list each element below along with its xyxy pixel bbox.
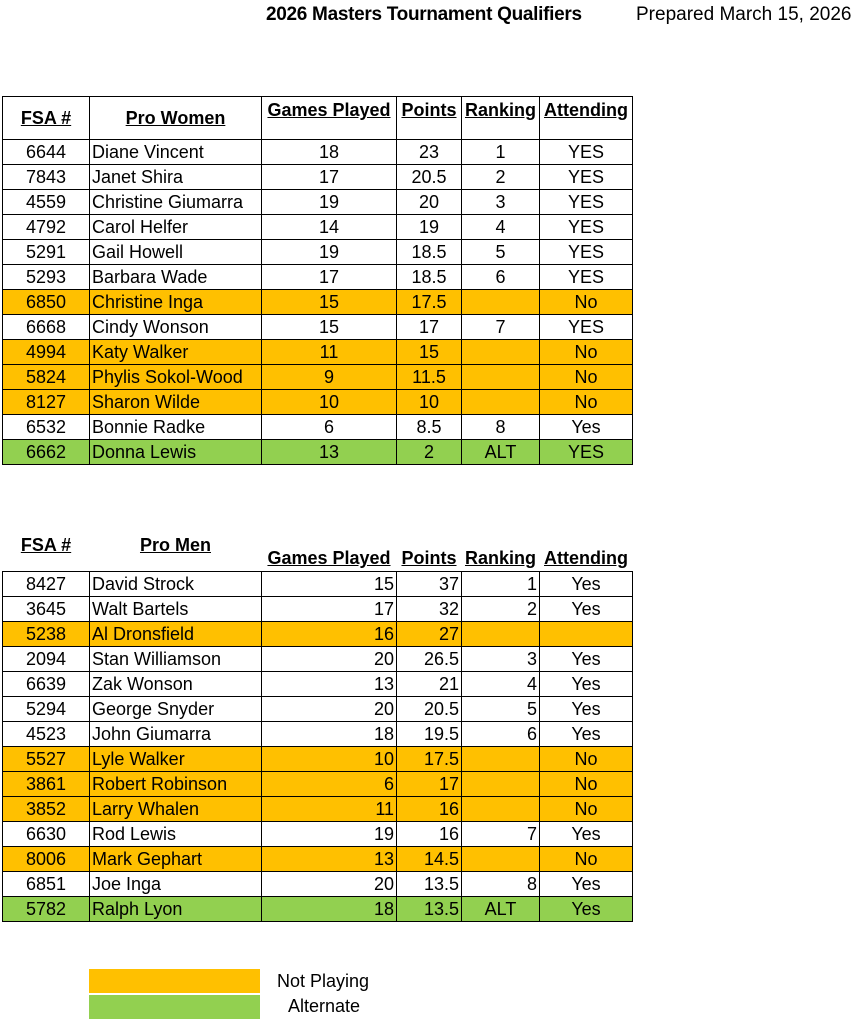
attending-cell: YES [540, 140, 633, 165]
fsa-cell: 3645 [3, 597, 90, 622]
attending-cell: Yes [540, 647, 633, 672]
name-cell: Christine Inga [90, 290, 262, 315]
attending-cell: YES [540, 240, 633, 265]
table-row [3, 797, 633, 822]
legend-alternate-label: Alternate [288, 996, 361, 1016]
table-row [3, 647, 633, 672]
games-played-cell: 13 [262, 440, 397, 465]
attending-cell: YES [540, 215, 633, 240]
games-played-cell: 15 [262, 290, 397, 315]
games-played-cell: 20 [262, 697, 397, 722]
table-row [3, 165, 633, 190]
fsa-cell: 5824 [3, 365, 90, 390]
name-cell: Barbara Wade [90, 265, 262, 290]
name-cell: Joe Inga [90, 872, 262, 897]
legend-not-playing-swatch [89, 969, 260, 993]
fsa-cell: 6851 [3, 872, 90, 897]
table-row [3, 622, 633, 647]
table-row [3, 365, 633, 390]
points-cell: 26.5 [397, 647, 462, 672]
attending-cell: Yes [540, 597, 633, 622]
header-ranking: Ranking [462, 97, 540, 140]
ranking-cell: 2 [462, 597, 540, 622]
attending-cell: No [540, 365, 633, 390]
fsa-cell: 4792 [3, 215, 90, 240]
legend-not-playing-label: Not Playing [277, 971, 370, 991]
name-cell: Zak Wonson [90, 672, 262, 697]
fsa-cell: 3852 [3, 797, 90, 822]
attending-cell: No [540, 390, 633, 415]
fsa-cell: 5291 [3, 240, 90, 265]
points-cell: 20 [397, 190, 462, 215]
ranking-cell: 8 [462, 415, 540, 440]
table-header-row [3, 519, 633, 572]
header-pro-women: Pro Women [90, 97, 262, 140]
ranking-cell: 7 [462, 315, 540, 340]
attending-cell: YES [540, 315, 633, 340]
attending-cell: YES [540, 165, 633, 190]
ranking-cell: 7 [462, 822, 540, 847]
header-fsa: FSA # [20, 535, 72, 555]
header-games-played: Games Played [267, 548, 391, 568]
name-cell: Lyle Walker [90, 747, 262, 772]
fsa-cell: 5238 [3, 622, 90, 647]
games-played-cell: 15 [262, 572, 397, 597]
fsa-cell: 6532 [3, 415, 90, 440]
table-row [3, 872, 633, 897]
header-pro-men: Pro Men [139, 535, 211, 555]
games-played-cell: 6 [262, 415, 397, 440]
points-cell: 32 [397, 597, 462, 622]
name-cell: Larry Whalen [90, 797, 262, 822]
table-row [3, 847, 633, 872]
table-header-row [3, 97, 633, 140]
fsa-cell: 4559 [3, 190, 90, 215]
fsa-cell: 3861 [3, 772, 90, 797]
games-played-cell: 6 [262, 772, 397, 797]
games-played-cell: 13 [262, 847, 397, 872]
table-row [3, 672, 633, 697]
attending-cell: YES [540, 440, 633, 465]
header-ranking: Ranking [464, 548, 536, 568]
header-games-played: Games Played [262, 97, 397, 140]
header-points: Points [397, 97, 462, 140]
fsa-cell: 4523 [3, 722, 90, 747]
attending-cell: No [540, 747, 633, 772]
games-played-cell: 18 [262, 140, 397, 165]
attending-cell: No [540, 290, 633, 315]
name-cell: Sharon Wilde [90, 390, 262, 415]
fsa-cell: 5527 [3, 747, 90, 772]
table-row [3, 697, 633, 722]
table-row [3, 215, 633, 240]
name-cell: Cindy Wonson [90, 315, 262, 340]
points-cell: 19 [397, 215, 462, 240]
fsa-cell: 5293 [3, 265, 90, 290]
attending-cell: Yes [540, 415, 633, 440]
table-row [3, 572, 633, 597]
points-cell: 2 [397, 440, 462, 465]
table-row [3, 290, 633, 315]
games-played-cell: 9 [262, 365, 397, 390]
header-attending: Attending [540, 97, 633, 140]
table-row [3, 440, 633, 465]
ranking-cell [462, 340, 540, 365]
games-played-cell: 19 [262, 190, 397, 215]
ranking-cell: 1 [462, 572, 540, 597]
points-cell: 20.5 [397, 165, 462, 190]
fsa-cell: 8006 [3, 847, 90, 872]
games-played-cell: 18 [262, 897, 397, 922]
games-played-cell: 15 [262, 315, 397, 340]
ranking-cell [462, 797, 540, 822]
header-points: Points [401, 548, 457, 568]
legend-alternate-swatch [89, 995, 260, 1019]
points-cell: 16 [397, 797, 462, 822]
points-cell: 15 [397, 340, 462, 365]
name-cell: Walt Bartels [90, 597, 262, 622]
attending-cell: Yes [540, 722, 633, 747]
table-row [3, 597, 633, 622]
games-played-cell: 18 [262, 722, 397, 747]
name-cell: David Strock [90, 572, 262, 597]
table-row [3, 415, 633, 440]
name-cell: Donna Lewis [90, 440, 262, 465]
ranking-cell: 4 [462, 672, 540, 697]
table-row [3, 140, 633, 165]
table-row [3, 390, 633, 415]
points-cell: 13.5 [397, 897, 462, 922]
fsa-cell: 2094 [3, 647, 90, 672]
attending-cell: Yes [540, 697, 633, 722]
ranking-cell: ALT [462, 440, 540, 465]
ranking-cell: 1 [462, 140, 540, 165]
games-played-cell: 20 [262, 647, 397, 672]
ranking-cell [462, 847, 540, 872]
games-played-cell: 13 [262, 672, 397, 697]
name-cell: John Giumarra [90, 722, 262, 747]
points-cell: 13.5 [397, 872, 462, 897]
points-cell: 17.5 [397, 290, 462, 315]
name-cell: Ralph Lyon [90, 897, 262, 922]
points-cell: 14.5 [397, 847, 462, 872]
name-cell: Stan Williamson [90, 647, 262, 672]
attending-cell: No [540, 772, 633, 797]
name-cell: Carol Helfer [90, 215, 262, 240]
games-played-cell: 11 [262, 797, 397, 822]
pro-men-table [2, 519, 633, 922]
ranking-cell: 3 [462, 190, 540, 215]
games-played-cell: 10 [262, 747, 397, 772]
ranking-cell: 4 [462, 215, 540, 240]
table-row [3, 340, 633, 365]
name-cell: Janet Shira [90, 165, 262, 190]
points-cell: 16 [397, 822, 462, 847]
name-cell: Gail Howell [90, 240, 262, 265]
attending-cell: Yes [540, 872, 633, 897]
attending-cell: No [540, 797, 633, 822]
table-row [3, 897, 633, 922]
ranking-cell: 8 [462, 872, 540, 897]
ranking-cell: 6 [462, 265, 540, 290]
ranking-cell: 3 [462, 647, 540, 672]
points-cell: 37 [397, 572, 462, 597]
points-cell: 18.5 [397, 265, 462, 290]
fsa-cell: 6639 [3, 672, 90, 697]
attending-cell: No [540, 847, 633, 872]
name-cell: Al Dronsfield [90, 622, 262, 647]
attending-cell: No [540, 340, 633, 365]
games-played-cell: 20 [262, 872, 397, 897]
fsa-cell: 6644 [3, 140, 90, 165]
fsa-cell: 5782 [3, 897, 90, 922]
name-cell: Katy Walker [90, 340, 262, 365]
prepared-date: Prepared March 15, 2026 [636, 4, 851, 25]
fsa-cell: 8127 [3, 390, 90, 415]
table-row [3, 190, 633, 215]
points-cell: 18.5 [397, 240, 462, 265]
points-cell: 10 [397, 390, 462, 415]
table-row [3, 822, 633, 847]
ranking-cell [462, 290, 540, 315]
fsa-cell: 4994 [3, 340, 90, 365]
games-played-cell: 17 [262, 165, 397, 190]
attending-cell: YES [540, 190, 633, 215]
name-cell: Diane Vincent [90, 140, 262, 165]
name-cell: Mark Gephart [90, 847, 262, 872]
points-cell: 11.5 [397, 365, 462, 390]
games-played-cell: 10 [262, 390, 397, 415]
ranking-cell: 5 [462, 697, 540, 722]
header-fsa: FSA # [3, 97, 90, 140]
name-cell: Christine Giumarra [90, 190, 262, 215]
games-played-cell: 17 [262, 265, 397, 290]
attending-cell: Yes [540, 822, 633, 847]
ranking-cell: 2 [462, 165, 540, 190]
name-cell: Phylis Sokol-Wood [90, 365, 262, 390]
ranking-cell [462, 390, 540, 415]
table-row [3, 747, 633, 772]
points-cell: 8.5 [397, 415, 462, 440]
attending-cell: Yes [540, 897, 633, 922]
points-cell: 23 [397, 140, 462, 165]
games-played-cell: 16 [262, 622, 397, 647]
points-cell: 17 [397, 315, 462, 340]
ranking-cell [462, 772, 540, 797]
fsa-cell: 6850 [3, 290, 90, 315]
points-cell: 27 [397, 622, 462, 647]
fsa-cell: 7843 [3, 165, 90, 190]
ranking-cell: 5 [462, 240, 540, 265]
fsa-cell: 6630 [3, 822, 90, 847]
fsa-cell: 8427 [3, 572, 90, 597]
name-cell: Bonnie Radke [90, 415, 262, 440]
games-played-cell: 19 [262, 240, 397, 265]
attending-cell: YES [540, 265, 633, 290]
ranking-cell: 6 [462, 722, 540, 747]
name-cell: Rod Lewis [90, 822, 262, 847]
attending-cell: Yes [540, 572, 633, 597]
games-played-cell: 19 [262, 822, 397, 847]
name-cell: Robert Robinson [90, 772, 262, 797]
pro-women-table [2, 96, 633, 465]
points-cell: 20.5 [397, 697, 462, 722]
attending-cell [540, 622, 633, 647]
games-played-cell: 11 [262, 340, 397, 365]
games-played-cell: 17 [262, 597, 397, 622]
table-row [3, 315, 633, 340]
table-row [3, 772, 633, 797]
name-cell: George Snyder [90, 697, 262, 722]
points-cell: 19.5 [397, 722, 462, 747]
table-row [3, 240, 633, 265]
points-cell: 17.5 [397, 747, 462, 772]
ranking-cell [462, 747, 540, 772]
table-row [3, 722, 633, 747]
ranking-cell: ALT [462, 897, 540, 922]
games-played-cell: 14 [262, 215, 397, 240]
fsa-cell: 6668 [3, 315, 90, 340]
header-attending: Attending [544, 548, 628, 568]
table-row [3, 265, 633, 290]
page-title: 2026 Masters Tournament Qualifiers [266, 4, 582, 25]
ranking-cell [462, 365, 540, 390]
ranking-cell [462, 622, 540, 647]
points-cell: 17 [397, 772, 462, 797]
fsa-cell: 5294 [3, 697, 90, 722]
attending-cell: Yes [540, 672, 633, 697]
fsa-cell: 6662 [3, 440, 90, 465]
points-cell: 21 [397, 672, 462, 697]
